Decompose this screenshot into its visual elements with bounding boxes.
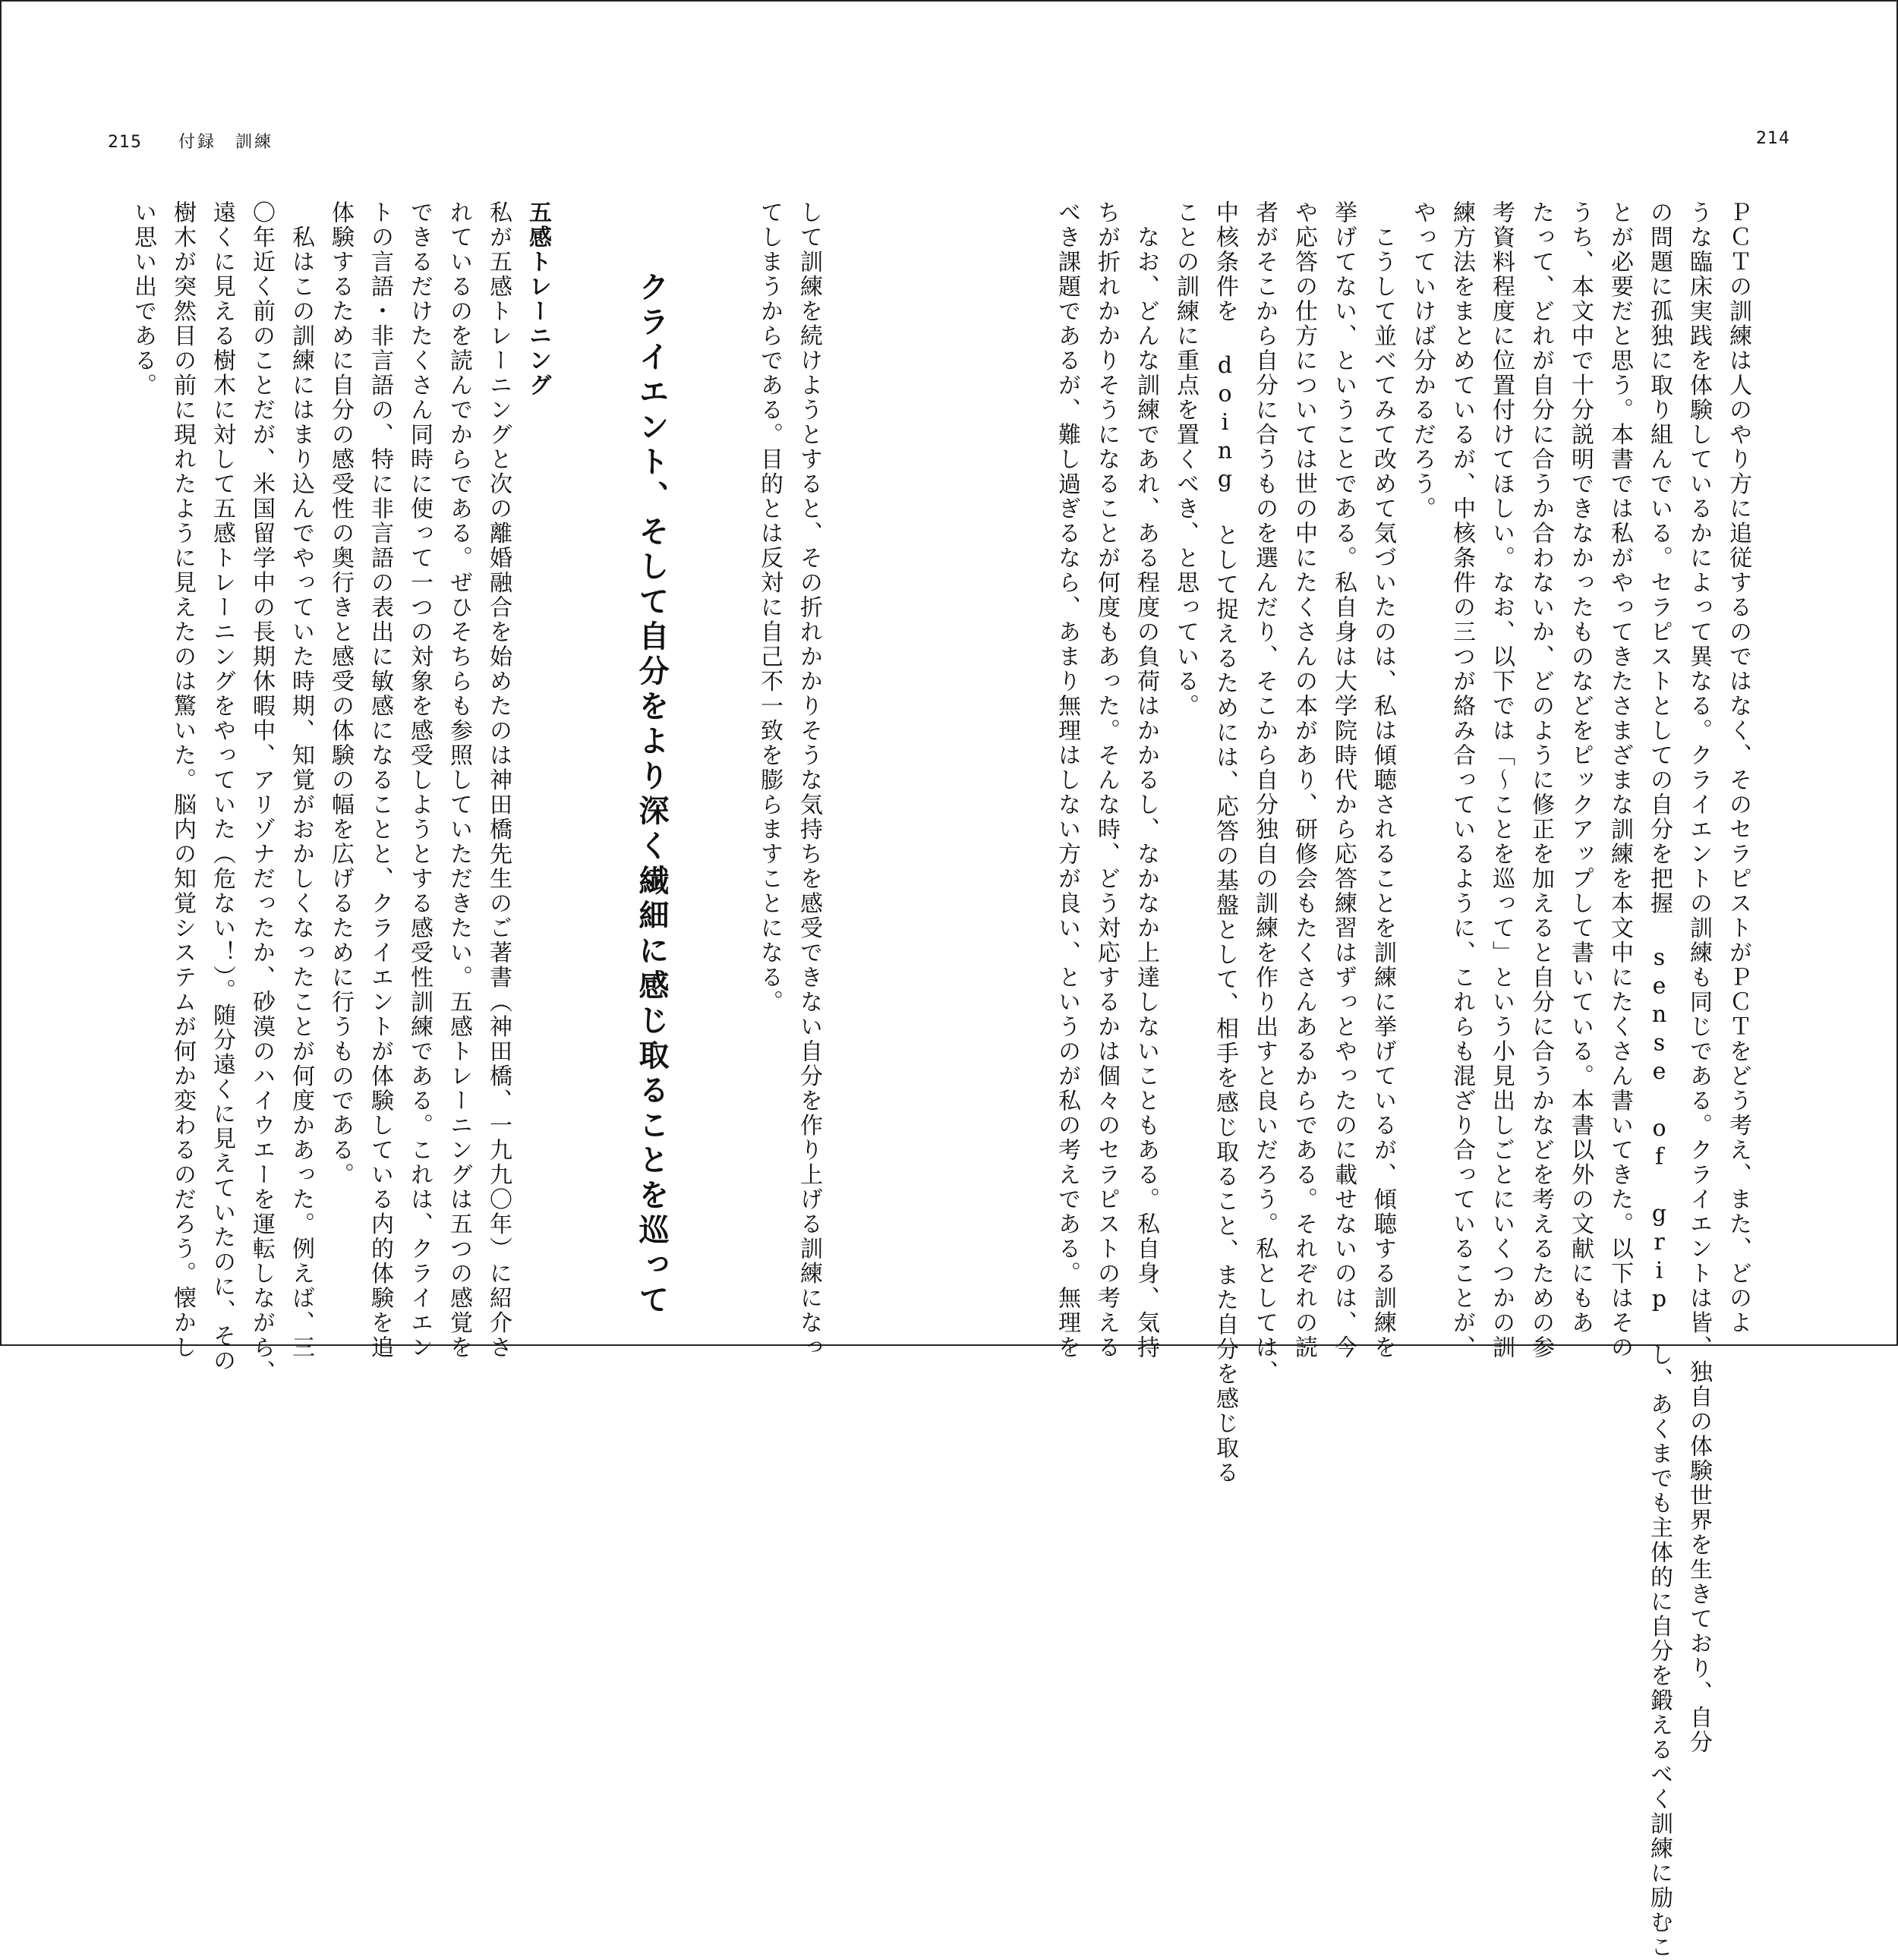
text-line: 者がそこから自分に合うものを選んだり、そこから自分独自の訓練を作り出すと良いだろう。私としては、 (1251, 200, 1278, 1385)
text-line: 考資料程度に位置付けてほしい。なお、以下では「～ことを巡って」という小見出しごとにいくつかの訓 (1488, 200, 1515, 1360)
text-line: や応答の仕方については世の中にたくさんの本があり、研修会もたくさんあるからである。それぞれの読 (1291, 200, 1317, 1360)
subheading-five-senses: 五感トレーニング (525, 200, 551, 398)
left-folio (108, 129, 273, 153)
text-line: トの言語・非言語の、特に非言語の表出に敏感になることと、クライエントが体験している内的体験を追 (367, 200, 393, 1360)
left-page-body (123, 200, 557, 1385)
left-page-continuation (749, 200, 828, 1360)
text-line: うな臨床実践を体験しているかによって異なる。クライエントの訓練も同じである。クライエントは皆、独自の体験世界を生きており、自分 (1685, 200, 1712, 1755)
left-page-number: 215 (108, 133, 142, 152)
right-page-body (1047, 200, 1758, 1960)
text-line: 私はこの訓練にはまり込んでやっていた時期、知覚がおかしくなったことが何度かあった。例えば、三 (288, 200, 314, 1360)
text-line: たって、どれが自分に合うか合わないか、どのように修正を加えると自分に合うかなどを考えるための参 (1528, 200, 1554, 1360)
right-page-number: 214 (1756, 129, 1790, 148)
text-line: 遠くに見える樹木に対して五感トレーニングをやっていた（危ない！）。随分遠くに見えていたのに、その (209, 200, 235, 1373)
text-line: ちが折れかかりそうになることが何度もあった。そんな時、どう対応するかは個々のセラピストの考える (1093, 200, 1120, 1360)
text-line: の問題に孤独に取り組んでいる。セラピストとしての自分を把握 sense of grip し、あくまでも主体的に自分を鍛えるべく訓練に励むこ (1646, 200, 1673, 1960)
text-line: して訓練を続けようとすると、その折れかかりそうな気持ちを感受できない自分を作り上げる訓練になっ (796, 200, 822, 1360)
right-folio (1756, 129, 1790, 148)
text-line: やっていけば分かるだろう。 (1409, 200, 1436, 522)
text-line: 挙げてない、ということである。私自身は大学院時代から応答練習はずっとやったのに載せないのは、今 (1330, 200, 1357, 1360)
text-line: 樹木が突然目の前に現れたように見えたのは驚いた。脳内の知覚システムが何か変わるのだろう。懐かし (169, 200, 196, 1360)
text-line: うち、本文中で十分説明できなかったものなどをピックアップして書いている。本書以外の文献にもあ (1567, 200, 1594, 1335)
text-line: い思い出である。 (130, 200, 156, 398)
text-line: 体験するために自分の感受性の奥行きと感受の体験の幅を広げるために行うものである。 (327, 200, 354, 1187)
text-line: ことの訓練に重点を置くべき、と思っている。 (1172, 200, 1199, 719)
text-line: 〇年近く前のことだが、米国留学中の長期休暇中、アリゾナだったか、砂漠のハイウエーを運転しながら、 (248, 200, 275, 1385)
text-line: ＰＣＴの訓練は人のやり方に追従するのではなく、そのセラピストがＰＣＴをどう考え、また、どのよ (1725, 200, 1751, 1335)
text-line: べき課題であるが、難し過ぎるなら、あまり無理はしない方が良い、というのが私の考えである。無理を (1054, 200, 1080, 1360)
text-line: 練方法をまとめているが、中核条件の三つが絡み合っているように、これらも混ざり合っていることが、 (1449, 200, 1475, 1360)
text-line: てしまうからである。目的とは反対に自己不一致を膨らますことになる。 (756, 200, 783, 1015)
text-line: 私が五感トレーニングと次の離婚融合を始めたのは神田橋先生のご著書（神田橋、一九九〇年）に紹介さ (485, 200, 512, 1360)
running-head: 付録 訓練 (178, 133, 274, 152)
text-line: とが必要だと思う。本書では私がやってきたさまざまな訓練を本文中にたくさん書いてきた。以下はその (1606, 200, 1633, 1360)
text-line: こうして並べてみて改めて気づいたのは、私は傾聴されることを訓練に挙げているが、傾聴する訓練を (1370, 200, 1396, 1360)
text-line: 中核条件を doing として捉えるためには、応答の基盤として、相手を感じ取ること、また自分を感じ取る (1212, 200, 1238, 1486)
text-line: なお、どんな訓練であれ、ある程度の負荷はかかるし、なかなか上達しないこともある。私自身、気持 (1133, 200, 1159, 1360)
text-line: れているのを読んでからである。ぜひそちらも参照していただきたい。五感トレーニングは五つの感覚を (446, 200, 472, 1360)
section-heading: クライエント、そして自分をより深く繊細に感じ取ることを巡って (634, 271, 669, 1319)
text-line: できるだけたくさん同時に使って一つの対象を感受しようとする感受性訓練である。これは、クライエン (406, 200, 433, 1360)
